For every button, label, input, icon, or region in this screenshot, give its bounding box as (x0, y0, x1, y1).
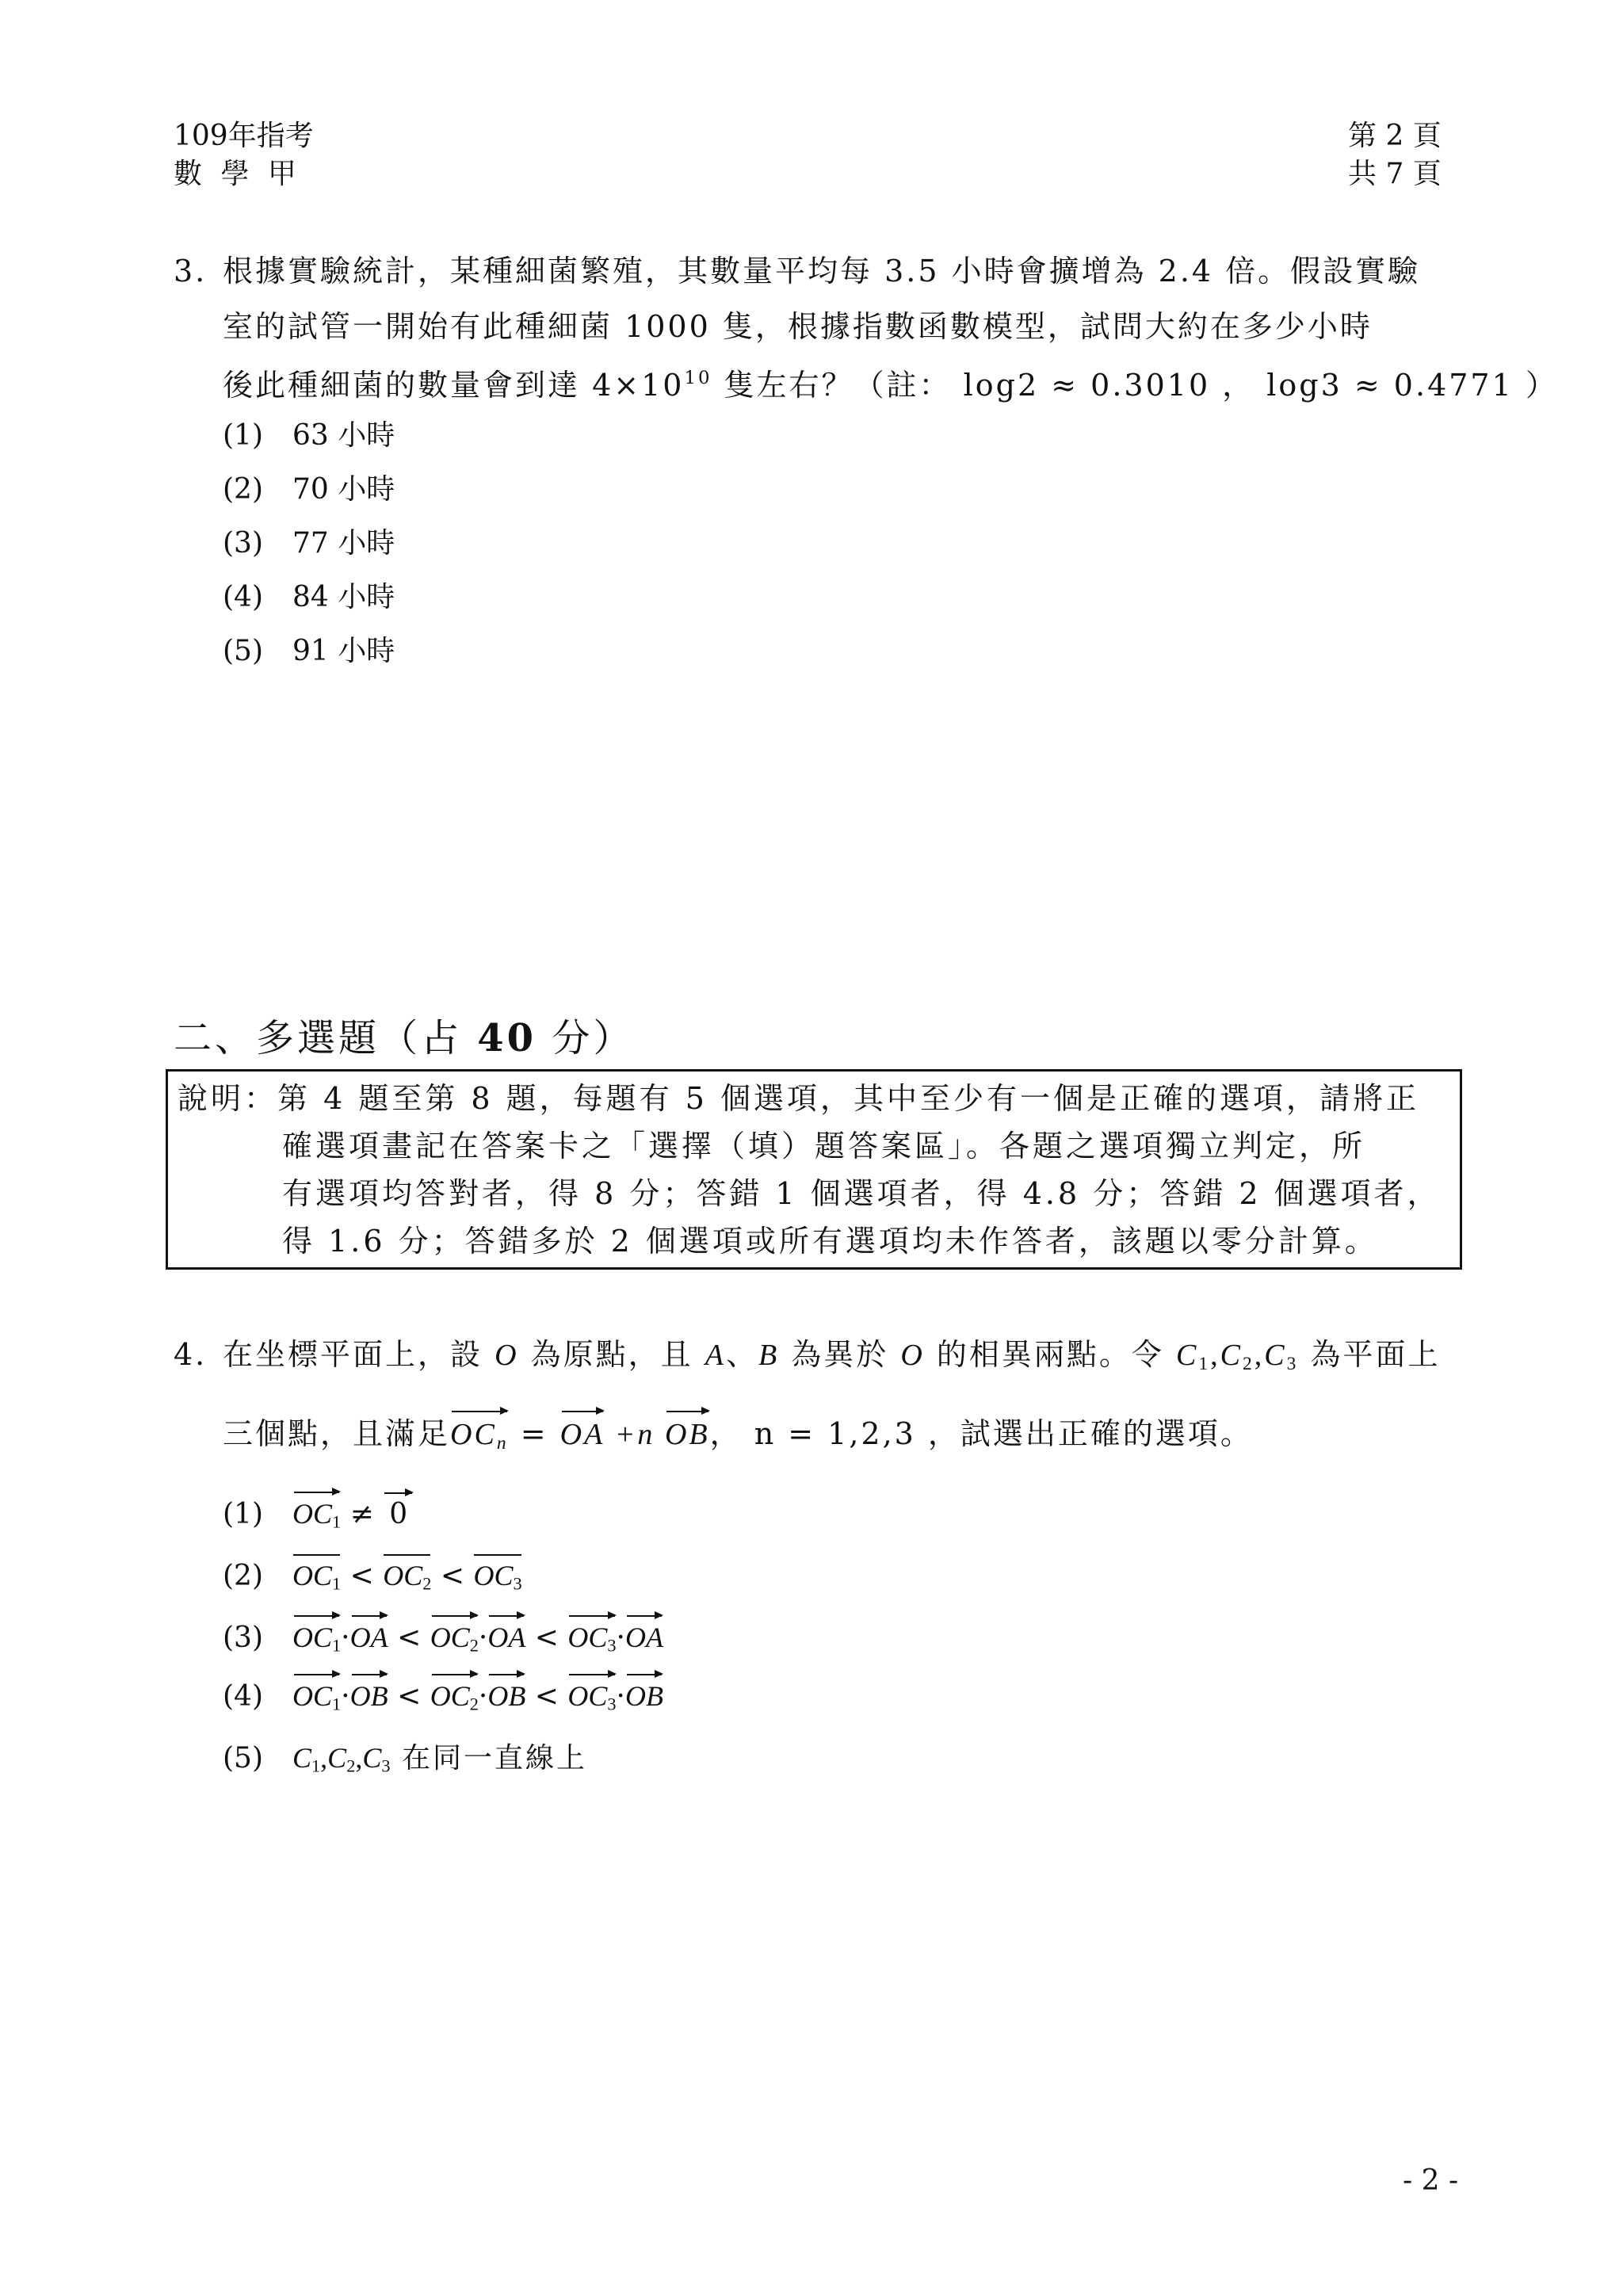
q3-line3-end: 隻左右？（註： log2 ≈ 0.3010 ， log3 ≈ 0.4771 ） (712, 367, 1558, 403)
option-text: 70 小時 (292, 473, 395, 506)
subscript: 2 (1242, 1353, 1254, 1374)
vector-oc2 (430, 1620, 479, 1664)
q4-text: 的相異兩點。令 (924, 1337, 1176, 1372)
subscript: 2 (422, 1573, 432, 1594)
o-letter: O (450, 1418, 475, 1451)
q4-option-3[interactable] (223, 1620, 663, 1664)
vector-ob (625, 1679, 663, 1713)
vector-oc1 (292, 1496, 341, 1540)
subscript: 3 (607, 1694, 617, 1714)
section-title-end: 分） (537, 1016, 635, 1060)
subscript: 2 (469, 1635, 479, 1656)
o-letter: O (625, 1680, 646, 1712)
option-text: 63 小時 (292, 419, 395, 452)
q3-option-4[interactable] (223, 580, 395, 615)
q4-text: 為異於 (779, 1337, 901, 1372)
option-text: 77 小時 (292, 527, 395, 560)
vector-ocn (450, 1415, 509, 1462)
q4-number: 4. (174, 1337, 208, 1372)
c-letter: C (1264, 1339, 1287, 1372)
o-letter: O (559, 1418, 585, 1451)
q3-exponent: 10 (684, 368, 712, 388)
less-than: < (525, 1680, 568, 1713)
subscript: 3 (607, 1635, 617, 1656)
option-number: (5) (223, 1742, 263, 1775)
option-text: 91 小時 (292, 635, 395, 667)
b-letter: B (689, 1418, 710, 1451)
q3-line2: 室的試管一開始有此種細菌 1000 隻，根據指數函數模型，試問大約在多少小時 (223, 309, 1373, 344)
less-than: < (341, 1560, 384, 1592)
q3-option-5[interactable] (223, 634, 395, 669)
c-letter: C (313, 1560, 333, 1591)
option-number: (2) (223, 1560, 263, 1592)
vector-oa (487, 1620, 525, 1655)
subscript: 2 (469, 1694, 479, 1714)
c-letter: C (313, 1680, 333, 1712)
points-c (1176, 1339, 1298, 1372)
vector-oc3 (567, 1620, 616, 1664)
instructions-box (166, 1069, 1462, 1270)
option-text: 在同一直線上 (390, 1742, 587, 1775)
less-than: < (388, 1680, 430, 1713)
a-letter: A (508, 1622, 526, 1653)
point-o: O (900, 1339, 925, 1372)
comma: , (1254, 1339, 1265, 1372)
option-number: (1) (223, 1498, 263, 1530)
option-number: (4) (223, 581, 263, 613)
vector-oc3 (567, 1679, 616, 1722)
q4-text: ， n = 1,2,3 ，試選出正確的選項。 (709, 1416, 1253, 1451)
instructions-line-1: 說明：第 4 題至第 8 題，每題有 5 個選項，其中至少有一個是正確的選項，請將正 (178, 1081, 1420, 1116)
vector-oa (350, 1620, 388, 1655)
q4-text: 、 (725, 1337, 758, 1372)
c-letter: C (588, 1680, 608, 1712)
header-total-pages: 共 7 頁 (1348, 158, 1442, 190)
a-letter: A (646, 1622, 663, 1653)
c-letter: C (362, 1742, 382, 1774)
o-letter: O (383, 1560, 404, 1591)
header-exam-title: 109年指考 (174, 120, 314, 152)
c-letter: C (327, 1742, 347, 1774)
c-letter: C (1175, 1339, 1199, 1372)
o-letter: O (430, 1680, 451, 1712)
dot-product: · (616, 1680, 625, 1713)
zero: 0 (389, 1498, 408, 1530)
q3-line1: 根據實驗統計，某種細菌繁殖，其數量平均每 3.5 小時會擴增為 2.4 倍。假設實驗 (223, 254, 1421, 288)
option-number: (5) (223, 635, 263, 667)
q4-line2 (223, 1415, 1253, 1462)
option-number: (4) (223, 1680, 263, 1713)
subscript: 1 (332, 1511, 342, 1532)
o-letter: O (567, 1622, 589, 1653)
o-letter: O (349, 1680, 371, 1712)
o-letter: O (292, 1622, 313, 1653)
instructions-line-3: 有選項均答對者，得 8 分；答錯 1 個選項者，得 4.8 分；答錯 2 個選項者， (282, 1176, 1441, 1211)
subscript: 1 (1198, 1353, 1211, 1374)
option-text: 84 小時 (292, 581, 395, 613)
footer-page-number: - 2 - (1403, 2164, 1459, 2197)
o-letter: O (487, 1622, 509, 1653)
section-points: 40 (477, 1016, 537, 1060)
vector-ob (487, 1679, 525, 1713)
c-letter: C (313, 1498, 333, 1530)
vector-oa (625, 1620, 663, 1655)
q3-line3 (223, 359, 1558, 404)
c-letter: C (1220, 1339, 1243, 1372)
plus-n: +n (605, 1418, 665, 1451)
o-letter: O (473, 1560, 495, 1591)
subscript: 1 (332, 1694, 342, 1714)
q4-option-5[interactable] (223, 1740, 587, 1784)
subscript: 1 (332, 1635, 342, 1656)
subscript: n (496, 1432, 509, 1454)
q4-text: 為平面上 (1298, 1337, 1441, 1372)
subscript: 3 (1286, 1353, 1299, 1374)
q3-option-3[interactable] (223, 526, 395, 561)
subscript: 1 (311, 1755, 321, 1776)
b-letter: B (370, 1680, 388, 1712)
q4-text: 三個點，且滿足 (223, 1416, 451, 1451)
section-title (174, 1016, 634, 1060)
b-letter: B (646, 1680, 663, 1712)
q4-option-4[interactable] (223, 1679, 663, 1722)
a-letter: A (370, 1622, 388, 1653)
b-letter: B (508, 1680, 526, 1712)
not-equal: ≠ (341, 1498, 384, 1530)
subscript: 3 (381, 1755, 391, 1776)
c-letter: C (292, 1742, 312, 1774)
option-number: (2) (223, 473, 263, 506)
o-letter: O (664, 1418, 689, 1451)
c-letter: C (588, 1622, 608, 1653)
c-letter: C (450, 1622, 470, 1653)
o-letter: O (292, 1498, 313, 1530)
o-letter: O (487, 1680, 509, 1712)
q3-option-2[interactable] (223, 472, 395, 507)
length-oc1 (292, 1558, 341, 1602)
dot-product: · (478, 1622, 488, 1654)
dot-product: · (341, 1680, 350, 1713)
vector-ob (665, 1415, 710, 1454)
vector-oc1 (292, 1679, 341, 1722)
point-b: B (758, 1339, 780, 1372)
c-letter: C (313, 1622, 333, 1653)
less-than: < (431, 1560, 474, 1592)
subscript: 1 (332, 1573, 342, 1594)
q4-option-2[interactable] (223, 1558, 522, 1602)
vector-ob (350, 1679, 388, 1713)
vector-oc1 (292, 1620, 341, 1664)
dot-product: · (616, 1622, 625, 1654)
o-letter: O (625, 1622, 646, 1653)
q4-line1 (223, 1335, 1440, 1383)
option-number: (1) (223, 419, 263, 452)
o-letter: O (430, 1622, 451, 1653)
dot-product: · (478, 1680, 488, 1713)
o-letter: O (292, 1560, 313, 1591)
less-than: < (388, 1622, 430, 1654)
instructions-line-2: 確選項畫記在答案卡之「選擇（填）題答案區」。各題之選項獨立判定，所 (282, 1129, 1366, 1163)
subscript: 3 (513, 1573, 522, 1594)
comma: , (320, 1742, 328, 1774)
points-c (292, 1742, 391, 1774)
q4-text: 為原點，且 (518, 1337, 705, 1372)
equals: = (508, 1416, 560, 1451)
point-a: A (705, 1339, 726, 1372)
comma: , (1210, 1339, 1220, 1372)
q4-text: 在坐標平面上，設 (223, 1337, 495, 1372)
a-letter: A (584, 1418, 605, 1451)
q4-option-1[interactable] (223, 1496, 414, 1540)
c-letter: C (403, 1560, 423, 1591)
subscript: 2 (346, 1755, 356, 1776)
less-than: < (525, 1622, 568, 1654)
zero-vector (383, 1497, 414, 1532)
vector-oc2 (430, 1679, 479, 1722)
section-title-start: 二、多選題（占 (174, 1016, 478, 1060)
o-letter: O (567, 1680, 589, 1712)
point-o: O (495, 1339, 519, 1372)
option-number: (3) (223, 1622, 263, 1654)
c-letter: C (450, 1680, 470, 1712)
length-oc3 (473, 1558, 521, 1602)
comma: , (355, 1742, 363, 1774)
header-page-number: 第 2 頁 (1348, 120, 1442, 152)
vector-oa (560, 1415, 605, 1454)
q3-option-1[interactable] (223, 418, 395, 453)
header-subject: 數 學 甲 (174, 158, 301, 190)
instructions-line-4: 得 1.6 分；答錯多於 2 個選項或所有選項均未作答者，該題以零分計算。 (282, 1224, 1378, 1259)
length-oc2 (383, 1558, 431, 1602)
o-letter: O (292, 1680, 313, 1712)
q3-line3-start: 後此種細菌的數量會到達 4×10 (223, 367, 685, 403)
o-letter: O (349, 1622, 371, 1653)
c-letter: C (474, 1418, 497, 1451)
q3-number: 3. (174, 254, 208, 288)
option-number: (3) (223, 527, 263, 560)
c-letter: C (494, 1560, 514, 1591)
dot-product: · (341, 1622, 350, 1654)
